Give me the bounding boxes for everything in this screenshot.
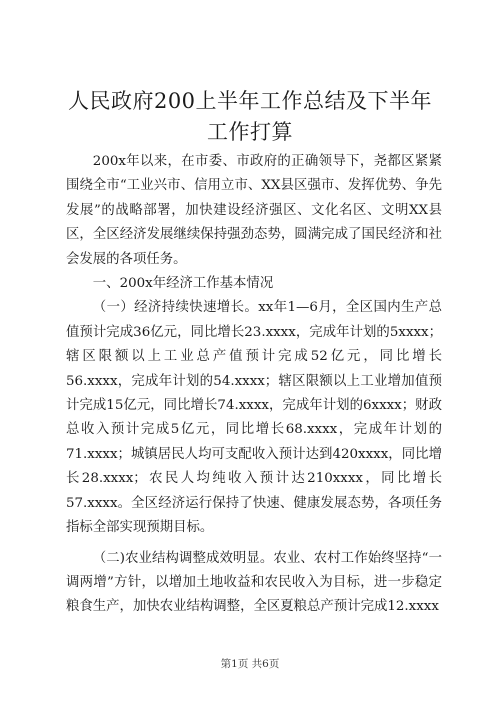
document-body [66, 150, 442, 620]
paragraph-agriculture: （二)农业结构调整成效明显。农业、农村工作始终坚持“一调两增”方针，以增加土地收益和农民收入为目标，进一步稳定粮食生产，加快农业结构调整，全区夏粮总产预计完成12.xxxx [66, 550, 442, 615]
paragraph-economy-growth: （一）经济持续快速增长。xx年1—6月，全区国内生产总值预计完成36亿元，同比增长23.xxxx，完成年计划的5xxxx；辖区限额以上工业总产值预计完成52亿元，同比增长56.xxxx，完成年计划的54.xxxx；辖区限额以上工业增加值预计完成15亿元，同比增长74.xxxx，完成年计划的6xxxx；财政总收入预计完成5亿元，同比增长68.xxxx，完成年计划的71.xxxx；城镇居民人均可支配收入预计达到420xxxx，同比增长28.xxxx；农民人均纯收入预计达210xxxx，同比增长57.xxxx。全区经济运行保持了快速、健康发展态势，各项任务指标全部实现预期目标。 [66, 300, 442, 536]
paragraph-intro: 200x年以来，在市委、市政府的正确领导下，尧都区紧紧围绕全市“工业兴市、信用立市、XX县区强市、发挥优势、争先发展”的战略部署，加快建设经济强区、文化名区、文明XX县区，全区经济发展继续保持强劲态势，圆满完成了国民经济和社会发展的各项任务。 [66, 154, 442, 267]
section-heading-1: 一、200x年经济工作基本情况 [92, 276, 274, 292]
document-title: 人民政府200上半年工作总结及下半年工作打算 [67, 89, 433, 144]
page-footer: 第1页 共6页 [220, 658, 280, 670]
